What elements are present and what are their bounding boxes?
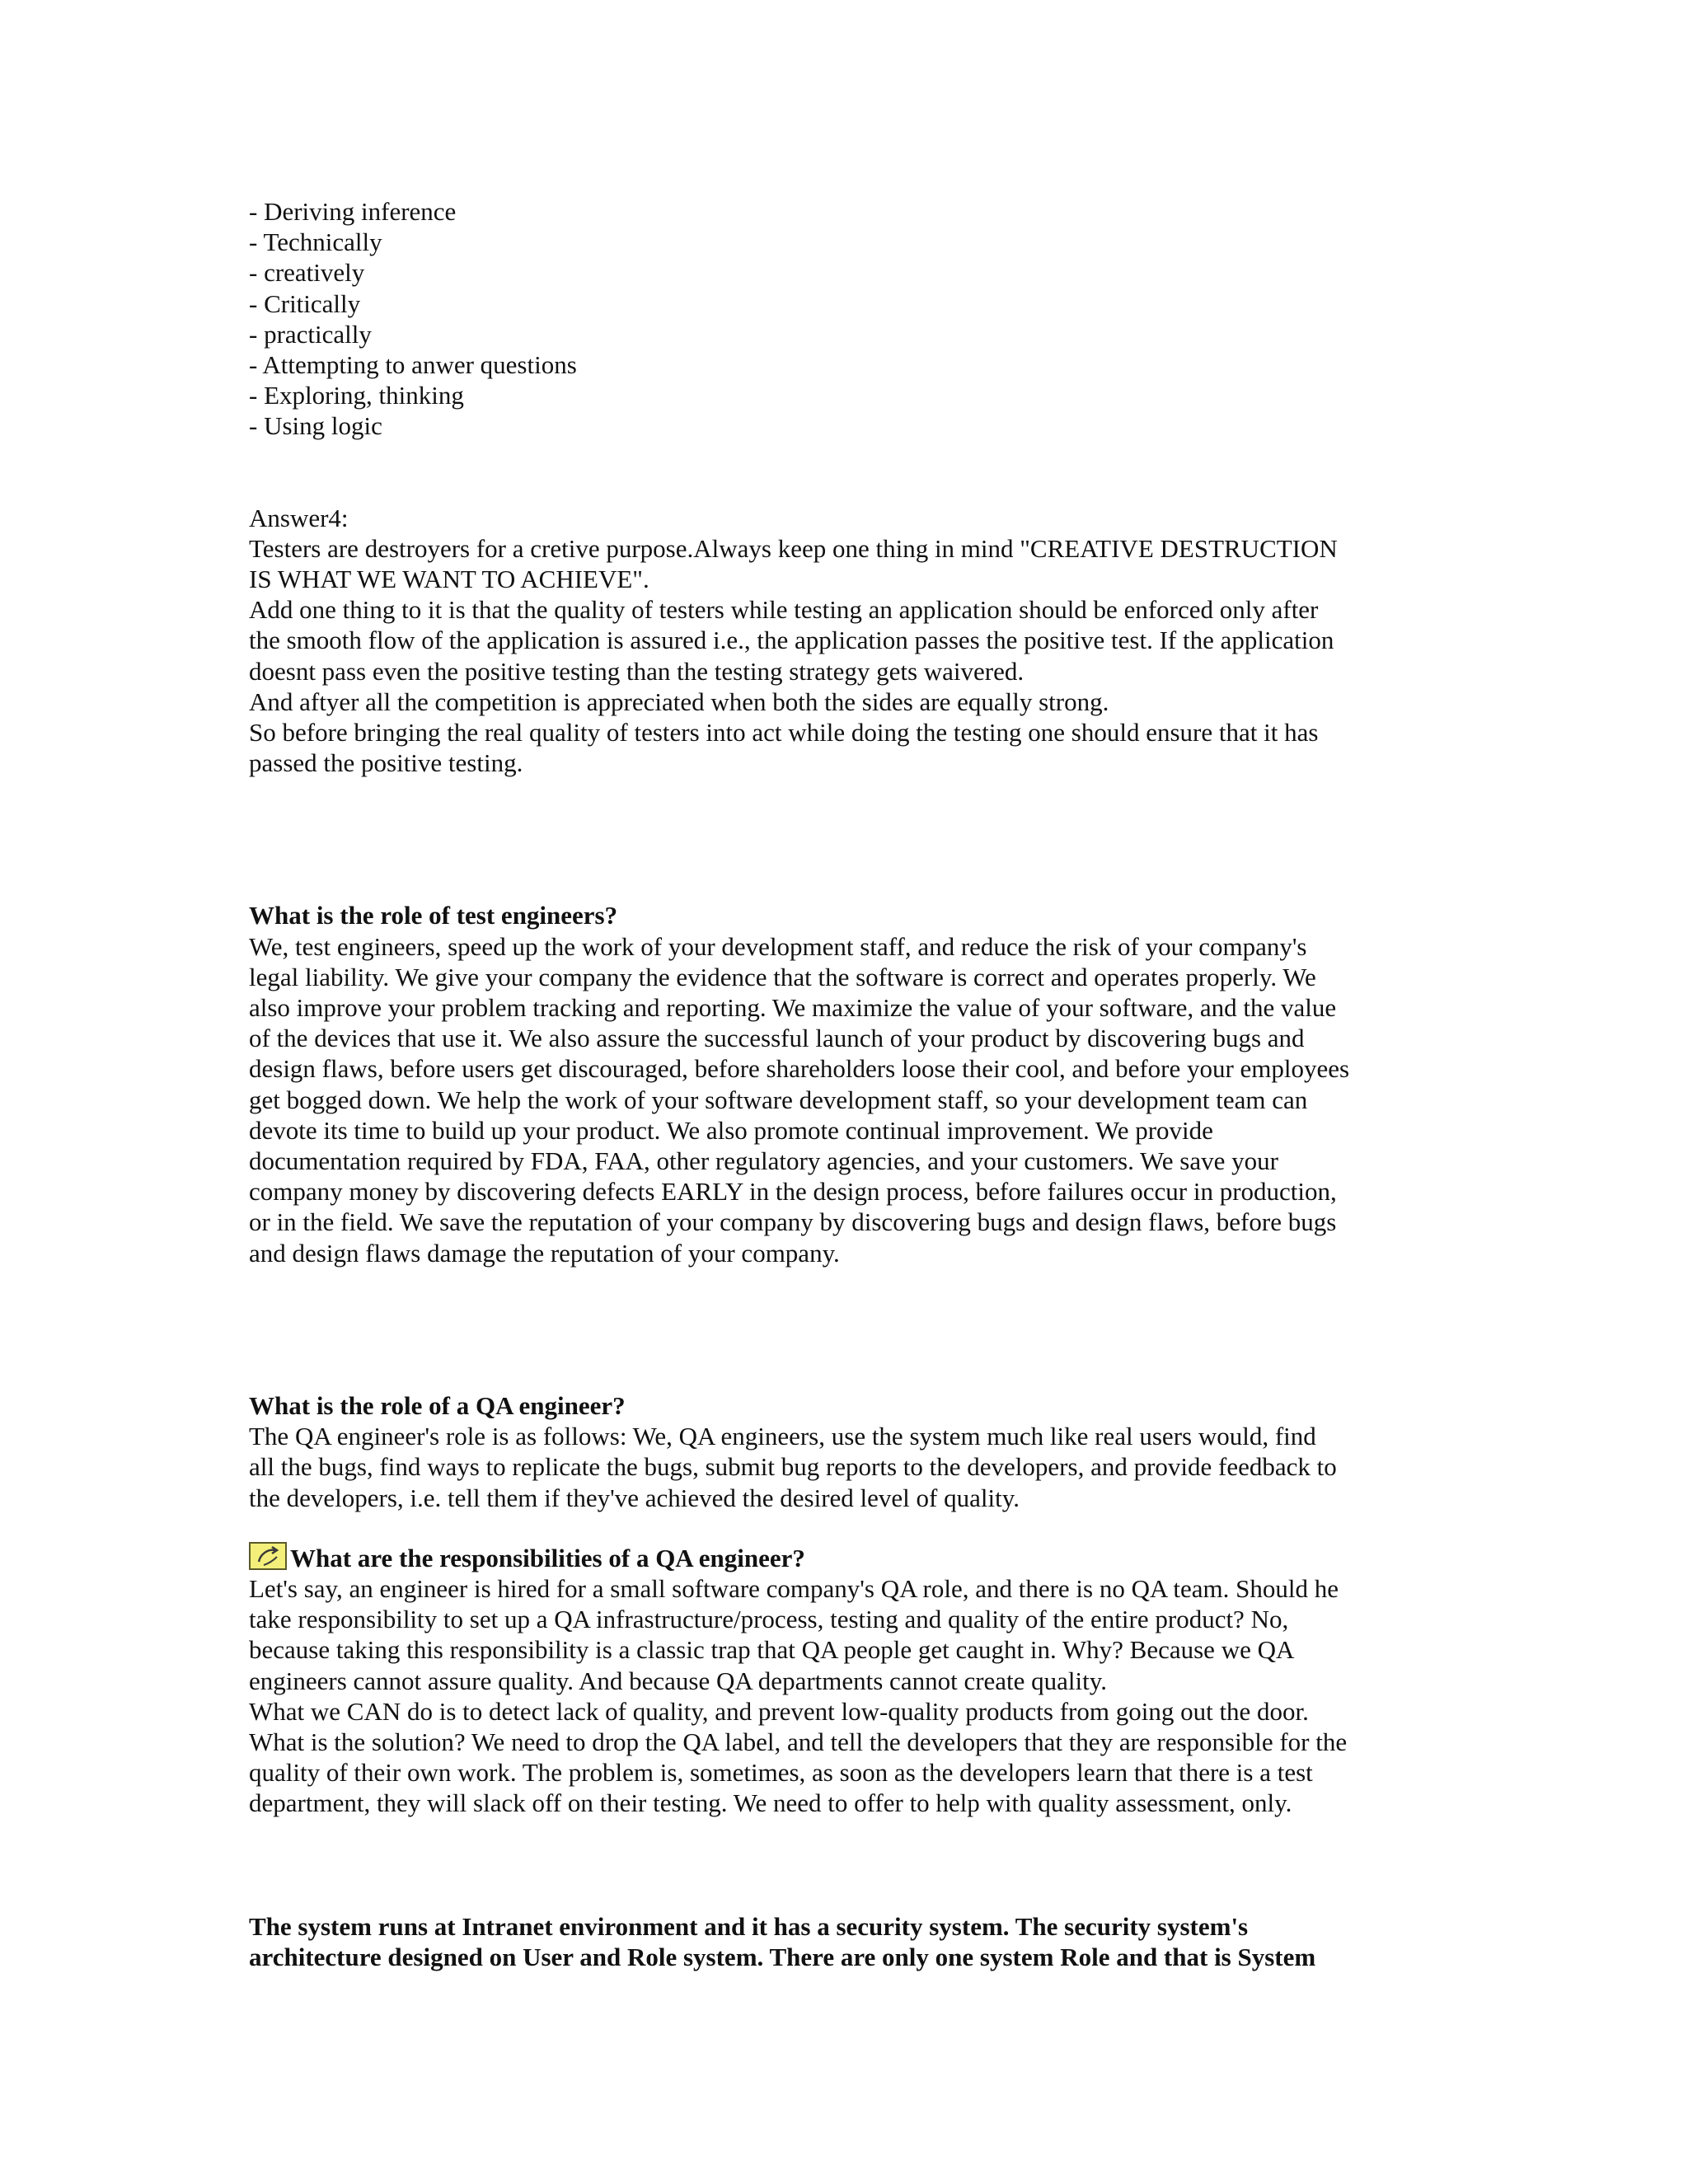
list-item: - creatively (249, 258, 365, 288)
document-body (249, 196, 1452, 1972)
paragraph-line: The system runs at Intranet environment and it has a security system. The security system's (249, 1911, 1249, 1941)
paragraph-line: the developers, i.e. tell them if they've achieved the desired level of quality. (249, 1483, 1020, 1512)
paragraph-line: take responsibility to set up a QA infrastructure/process, testing and quality of the entire product? No, (249, 1605, 1289, 1634)
section-heading: What is the role of test engineers? (249, 901, 618, 930)
paragraph-line: of the devices that use it. We also assure the successful launch of your product by discovering bugs and (249, 1024, 1305, 1053)
section-heading: What is the role of a QA engineer? (249, 1390, 626, 1420)
list-item: - Using logic (249, 411, 382, 441)
paragraph-line: Testers are destroyers for a cretive purpose.Always keep one thing in mind "CREATIVE DESTRUCTION (249, 533, 1338, 563)
list-item: - Technically (249, 227, 382, 257)
list-item: - Exploring, thinking (249, 381, 464, 410)
list-item: - Critically (249, 288, 361, 318)
paragraph-line: because taking this responsibility is a classic trap that QA people get caught in. Why? Because we QA (249, 1635, 1295, 1665)
paragraph-line: So before bringing the real quality of testers into act while doing the testing one should ensure that it has (249, 718, 1319, 748)
paragraph-line: and design flaws damage the reputation of your company. (249, 1238, 840, 1268)
paragraph-line: documentation required by FDA, FAA, other regulatory agencies, and your customers. We save your (249, 1146, 1278, 1176)
paragraph-line: IS WHAT WE WANT TO ACHIEVE". (249, 565, 649, 594)
paragraph-line: the smooth flow of the application is assured i.e., the application passes the positive test. If the application (249, 626, 1334, 655)
paragraph-line: quality of their own work. The problem is, sometimes, as soon as the developers learn that there is a test (249, 1758, 1313, 1788)
paragraph-line: design flaws, before users get discouraged, before shareholders loose their cool, and before your employees (249, 1054, 1350, 1084)
list-item: - Deriving inference (249, 197, 457, 226)
skills-list (249, 196, 1452, 442)
list-item: - Attempting to anwer questions (249, 350, 577, 380)
paragraph-line: And aftyer all the competition is appreciated when both the sides are equally strong. (249, 687, 1109, 716)
paragraph-line: company money by discovering defects EARLY in the design process, before failures occur in production, (249, 1177, 1337, 1207)
note-icon (249, 1542, 287, 1570)
paragraph-line: Add one thing to it is that the quality of testers while testing an application should be enforced only after (249, 595, 1319, 625)
paragraph-line: What we CAN do is to detect lack of quality, and prevent low-quality products from going out the door. (249, 1696, 1309, 1726)
closing-section (249, 1911, 1452, 1972)
paragraph-line: passed the positive testing. (249, 748, 523, 778)
paragraph-line: engineers cannot assure quality. And because QA departments cannot create quality. (249, 1666, 1107, 1695)
answer4-label: Answer4: (249, 503, 349, 532)
paragraph-line: We, test engineers, speed up the work of your development staff, and reduce the risk of your company's (249, 931, 1307, 961)
paragraph-line: department, they will slack off on their testing. We need to offer to help with quality assessment, only. (249, 1788, 1292, 1818)
paragraph-line: also improve your problem tracking and reporting. We maximize the value of your software, and the value (249, 993, 1337, 1023)
section-heading-row (249, 1543, 1452, 1573)
paragraph-line: devote its time to build up your product. We also promote continual improvement. We provide (249, 1115, 1213, 1145)
paragraph-line: What is the solution? We need to drop the QA label, and tell the developers that they are responsible for the (249, 1727, 1348, 1756)
list-item: - practically (249, 319, 372, 349)
qa-responsibilities-section (249, 1543, 1452, 1819)
paragraph-line: or in the field. We save the reputation of your company by discovering bugs and design flaws, before bugs (249, 1207, 1337, 1237)
paragraph-line: The QA engineer's role is as follows: We, QA engineers, use the system much like real users would, find (249, 1422, 1316, 1451)
paragraph-line: architecture designed on User and Role system. There are only one system Role and that is System (249, 1942, 1316, 1971)
paragraph-line: Let's say, an engineer is hired for a small software company's QA role, and there is no QA team. Should he (249, 1573, 1339, 1603)
test-engineers-section (249, 900, 1452, 1268)
paragraph-line: get bogged down. We help the work of your software development staff, so your development team can (249, 1085, 1308, 1114)
section-heading: What are the responsibilities of a QA engineer? (290, 1543, 805, 1572)
paragraph-line: all the bugs, find ways to replicate the bugs, submit bug reports to the developers, and provide feedback to (249, 1452, 1337, 1482)
paragraph-line: doesnt pass even the positive testing than the testing strategy gets waivered. (249, 656, 1025, 686)
answer4-section (249, 503, 1452, 779)
qa-role-section (249, 1390, 1452, 1513)
paragraph-line: legal liability. We give your company the evidence that the software is correct and operates properly. We (249, 962, 1316, 991)
